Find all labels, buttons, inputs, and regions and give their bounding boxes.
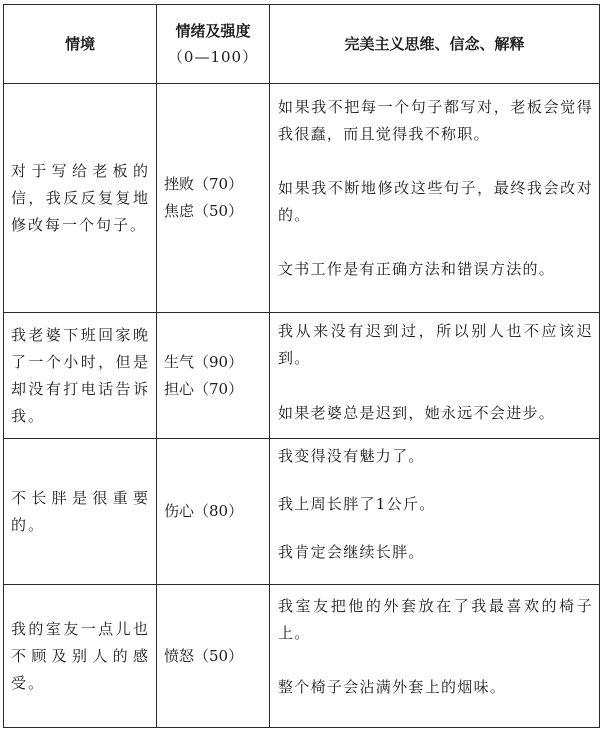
situation-cell: 我的室友一点儿也不顾及别人的感受。 bbox=[4, 585, 157, 728]
emotion-cell bbox=[157, 313, 270, 439]
emotion-cell bbox=[157, 585, 270, 728]
situation-cell: 我老婆下班回家晚了一个小时，但是却没有打电话告诉我。 bbox=[4, 313, 157, 439]
thought-item: 如果我不把每一个句子都写对，老板会觉得我很蠢，而且觉得我不称职。 bbox=[278, 98, 593, 143]
table-row bbox=[4, 585, 600, 728]
thoughts-cell bbox=[270, 439, 600, 585]
emotion-cell bbox=[157, 439, 270, 585]
thoughts-cell bbox=[270, 84, 600, 313]
table-row bbox=[4, 439, 600, 585]
thought-item: 我肯定会继续长胖。 bbox=[278, 543, 425, 561]
header-situation: 情境 bbox=[4, 5, 157, 84]
thought-record-table bbox=[3, 4, 600, 728]
emotion-item: 担心（70） bbox=[164, 379, 244, 398]
situation-cell: 不长胖是很重要的。 bbox=[4, 439, 157, 585]
thought-item: 我上周长胖了1公斤。 bbox=[278, 495, 436, 513]
emotion-item: 愤怒（50） bbox=[164, 646, 244, 665]
header-emotion bbox=[157, 5, 270, 84]
emotion-item: 生气（90） bbox=[164, 352, 244, 371]
header-row bbox=[4, 5, 600, 84]
emotion-cell bbox=[157, 84, 270, 313]
emotion-item: 挫败（70） bbox=[164, 175, 244, 193]
situation-cell: 对于写给老板的信，我反反复复地修改每一个句子。 bbox=[4, 84, 157, 313]
thought-item: 文书工作是有正确方法和错误方法的。 bbox=[278, 260, 556, 278]
header-emotion-title: 情绪及强度 bbox=[175, 22, 251, 40]
header-thoughts: 完美主义思维、信念、解释 bbox=[270, 5, 600, 84]
thoughts-cell bbox=[270, 585, 600, 728]
header-emotion-range: （0—100） bbox=[167, 48, 259, 66]
emotion-item: 焦虑（50） bbox=[164, 202, 244, 220]
thought-item: 整个椅子会沾满外套上的烟味。 bbox=[278, 678, 507, 696]
thought-item: 我从来没有迟到过，所以别人也不应该迟到。 bbox=[278, 322, 593, 367]
thought-item: 如果老婆总是迟到，她永远不会进步。 bbox=[278, 404, 556, 422]
emotion-item: 伤心（80） bbox=[164, 502, 244, 520]
thought-item: 我室友把他的外套放在了我最喜欢的椅子上。 bbox=[278, 597, 593, 642]
thoughts-cell bbox=[270, 313, 600, 439]
thought-item: 如果我不断地修改这些句子，最终我会改对的。 bbox=[278, 179, 593, 224]
table-row bbox=[4, 313, 600, 439]
thought-item: 我变得没有魅力了。 bbox=[278, 447, 425, 465]
table-row bbox=[4, 84, 600, 313]
